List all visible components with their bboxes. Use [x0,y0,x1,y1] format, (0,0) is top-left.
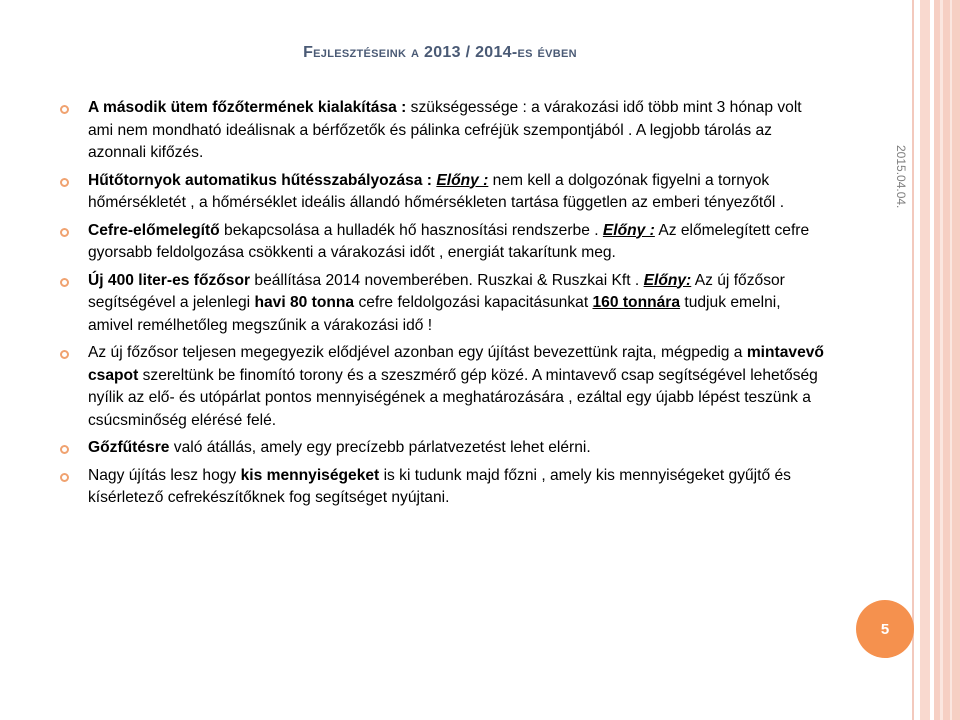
bullet-icon [60,105,69,114]
stripe [912,0,914,720]
bullet-icon [60,350,69,359]
page-number-badge: 5 [856,600,914,658]
bullet-icon [60,178,69,187]
title-part: Fejlesztéseink a [303,44,425,61]
decorative-side-stripes [912,0,960,720]
bullet-text: Az előmelegített cefre gyorsabb feldolgozása csökkenti a várakozási időt , energiát takarítunk meg. [88,221,810,261]
bullet-item [60,437,825,460]
stripe [950,0,952,720]
bullet-bold-text: kis mennyiségeket [240,466,380,484]
bullet-text: nem kell a dolgozónak figyelni a tornyok hőmérsékletét , a hőmérséklet ideális állandó hőmérsékleten tartása független az emberi tényezőtől . [88,171,785,211]
bullet-text: szereltünk be finomító torony és a szeszmérő gép közé. A mintavevő csap segítségével lehetőség nyílik az elő- és utópárlat pontos mennyiségének a meghatározására , ezáltal egy újabb lépést teszünk a csúcsminőség elérésé felé. [88,366,818,429]
slide-title [180,44,700,62]
bullet-bold-underlined-text: 160 tonnára [592,294,681,311]
bullet-text: való átállás, amely egy precízebb párlatvezetést lehet elérni. [169,439,591,456]
bullet-bold-text: Hűtőtornyok automatikus hűtésszabályozása : [88,171,432,189]
bullet-bold-text: havi 80 tonna [254,294,355,311]
bullet-text: szükségessége : a várakozási idő több mint 3 hónap volt ami nem mondható ideálisnak a bérfőzetők és pálinka cefréjük szempontjából . A legjobb tárolás az azonnali kifőzés. [88,99,802,161]
slide-date: 2015.04.04. [894,145,908,209]
bullet-text: Az új főzősor segítségével a jelenlegi [88,271,785,311]
bullet-item [60,342,825,432]
bullet-text: Nagy újítás lesz hogy [88,466,241,484]
title-year-2: 2014 [475,44,512,61]
bullet-bold-text: Új 400 liter-es főzősor [88,271,251,289]
advantage-label: Előny: [643,271,692,289]
bullet-list [60,97,825,515]
bullet-bold-text: mintavevő csapot [88,344,824,384]
title-separator: / [460,44,476,61]
bullet-bold-text: Gőzfűtésre [88,439,170,456]
stripe [934,0,960,720]
bullet-text: tudjuk emelni, amivel remélhetőleg megszűnik a várakozási idő ! [88,294,781,334]
bullet-text: is ki tudunk majd főzni , amely kis mennyiségeket gyűjtő és kísérletező cefrekészítőknek fog segítséget nyújtani. [88,466,791,506]
bullet-text: beállítása 2014 novemberében. Ruszkai & Ruszkai Kft . [250,271,644,289]
bullet-text: cefre feldolgozási kapacitásunkat [354,294,593,311]
bullet-icon [60,278,69,287]
bullet-item [60,170,825,215]
advantage-label: Előny : [436,171,489,189]
bullet-item [60,465,825,510]
bullet-text: Az új főzősor teljesen megegyezik elődjével azonban egy újítást bevezettünk rajta, mégpedig a [88,344,747,361]
bullet-icon [60,445,69,454]
bullet-icon [60,228,69,237]
bullet-text: bekapcsolása a hulladék hő hasznosítási rendszerbe . [219,221,603,239]
bullet-item [60,220,825,265]
bullet-bold-text: Cefre-előmelegítő [88,221,220,239]
stripe [940,0,943,720]
advantage-label: Előny : [602,221,655,239]
bullet-item [60,270,825,338]
bullet-item [60,97,825,165]
title-part: -es évben [511,44,577,61]
stripe [920,0,930,720]
title-year-1: 2013 [424,44,461,61]
bullet-bold-text: A második ütem főzőtermének kialakítása : [88,99,407,116]
bullet-icon [60,473,69,482]
